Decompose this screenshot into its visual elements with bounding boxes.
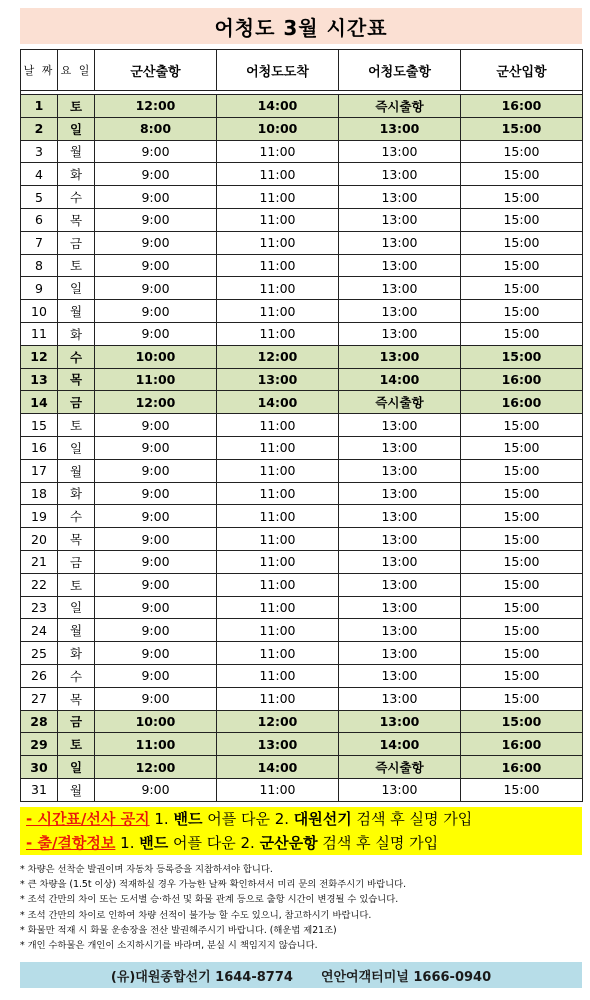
table-row <box>21 414 583 437</box>
cell-gunsan-arrival: 15:00 <box>461 140 583 163</box>
cell-eocheongdo-arrival: 11:00 <box>217 208 339 231</box>
cell-gunsan-departure: 9:00 <box>95 664 217 687</box>
cell-gunsan-departure: 9:00 <box>95 186 217 209</box>
cell-gunsan-arrival: 15:00 <box>461 414 583 437</box>
cell-gunsan-arrival: 15:00 <box>461 573 583 596</box>
table-row <box>21 254 583 277</box>
cell-eocheongdo-departure: 즉시출항 <box>339 95 461 118</box>
contact-footer <box>20 962 582 988</box>
cell-eocheongdo-departure: 13:00 <box>339 710 461 733</box>
cell-gunsan-departure: 9:00 <box>95 642 217 665</box>
cell-gunsan-departure: 9:00 <box>95 436 217 459</box>
table-row <box>21 322 583 345</box>
cell-gunsan-departure: 9:00 <box>95 163 217 186</box>
cell-eocheongdo-departure: 즉시출항 <box>339 391 461 414</box>
cell-eocheongdo-departure: 즉시출항 <box>339 756 461 779</box>
cell-day: 22 <box>21 573 58 596</box>
header-eocheongdo-departure: 어청도출항 <box>339 50 461 91</box>
cell-weekday: 월 <box>58 778 95 801</box>
cell-gunsan-arrival: 15:00 <box>461 231 583 254</box>
cell-gunsan-departure: 9:00 <box>95 687 217 710</box>
cell-day: 27 <box>21 687 58 710</box>
cell-gunsan-departure: 9:00 <box>95 778 217 801</box>
cell-day: 9 <box>21 277 58 300</box>
cell-day: 19 <box>21 505 58 528</box>
cell-eocheongdo-departure: 13:00 <box>339 664 461 687</box>
cell-day: 24 <box>21 619 58 642</box>
cell-gunsan-departure: 9:00 <box>95 300 217 323</box>
table-row <box>21 231 583 254</box>
cell-gunsan-arrival: 15:00 <box>461 345 583 368</box>
table-row <box>21 642 583 665</box>
cell-weekday: 화 <box>58 642 95 665</box>
cell-gunsan-arrival: 16:00 <box>461 368 583 391</box>
contact-company: (유)대원종합선기 1644-8774 <box>110 969 293 985</box>
cell-eocheongdo-departure: 13:00 <box>339 231 461 254</box>
cell-weekday: 수 <box>58 664 95 687</box>
cell-eocheongdo-departure: 13:00 <box>339 277 461 300</box>
table-row <box>21 277 583 300</box>
cell-day: 13 <box>21 368 58 391</box>
cell-weekday: 화 <box>58 163 95 186</box>
cell-gunsan-departure: 9:00 <box>95 596 217 619</box>
table-row <box>21 208 583 231</box>
cell-eocheongdo-departure: 13:00 <box>339 345 461 368</box>
cell-gunsan-departure: 9:00 <box>95 459 217 482</box>
cell-eocheongdo-arrival: 11:00 <box>217 300 339 323</box>
cell-weekday: 토 <box>58 573 95 596</box>
cell-gunsan-arrival: 15:00 <box>461 505 583 528</box>
table-row <box>21 687 583 710</box>
cell-gunsan-departure: 9:00 <box>95 550 217 573</box>
table-row <box>21 368 583 391</box>
cell-gunsan-arrival: 15:00 <box>461 687 583 710</box>
cell-eocheongdo-departure: 13:00 <box>339 528 461 551</box>
cell-gunsan-departure: 11:00 <box>95 733 217 756</box>
cell-eocheongdo-arrival: 11:00 <box>217 687 339 710</box>
cell-eocheongdo-arrival: 11:00 <box>217 619 339 642</box>
table-row <box>21 482 583 505</box>
cell-eocheongdo-arrival: 14:00 <box>217 391 339 414</box>
cell-gunsan-arrival: 15:00 <box>461 664 583 687</box>
cell-gunsan-arrival: 15:00 <box>461 163 583 186</box>
header-weekday: 요 일 <box>58 50 95 91</box>
notes-list <box>20 862 582 953</box>
cell-weekday: 토 <box>58 414 95 437</box>
table-row <box>21 710 583 733</box>
cell-gunsan-arrival: 15:00 <box>461 528 583 551</box>
cell-gunsan-arrival: 15:00 <box>461 300 583 323</box>
cell-eocheongdo-departure: 13:00 <box>339 414 461 437</box>
header-gunsan-arrival: 군산입항 <box>461 50 583 91</box>
cell-eocheongdo-arrival: 11:00 <box>217 505 339 528</box>
cell-day: 5 <box>21 186 58 209</box>
cell-eocheongdo-departure: 13:00 <box>339 436 461 459</box>
cell-day: 6 <box>21 208 58 231</box>
cell-day: 21 <box>21 550 58 573</box>
cell-eocheongdo-departure: 13:00 <box>339 163 461 186</box>
cell-eocheongdo-departure: 14:00 <box>339 368 461 391</box>
cell-eocheongdo-arrival: 11:00 <box>217 414 339 437</box>
table-row <box>21 528 583 551</box>
cell-gunsan-departure: 8:00 <box>95 117 217 140</box>
cell-day: 23 <box>21 596 58 619</box>
cell-gunsan-arrival: 15:00 <box>461 710 583 733</box>
cell-day: 12 <box>21 345 58 368</box>
cell-weekday: 월 <box>58 459 95 482</box>
cell-gunsan-arrival: 16:00 <box>461 95 583 118</box>
table-row <box>21 756 583 779</box>
note-item: * 조석 간만의 차이 또는 도서별 승·하선 및 화물 관계 등으로 출항 시간이 변경될 수 있습니다. <box>20 894 399 906</box>
cell-day: 7 <box>21 231 58 254</box>
cell-eocheongdo-departure: 13:00 <box>339 687 461 710</box>
cell-eocheongdo-departure: 13:00 <box>339 322 461 345</box>
table-row <box>21 550 583 573</box>
table-row <box>21 619 583 642</box>
cell-weekday: 금 <box>58 550 95 573</box>
cell-gunsan-arrival: 15:00 <box>461 482 583 505</box>
table-row <box>21 778 583 801</box>
table-row <box>21 140 583 163</box>
cell-eocheongdo-departure: 13:00 <box>339 208 461 231</box>
cell-weekday: 월 <box>58 619 95 642</box>
cell-gunsan-departure: 10:00 <box>95 345 217 368</box>
cell-eocheongdo-arrival: 13:00 <box>217 733 339 756</box>
cell-day: 18 <box>21 482 58 505</box>
cell-gunsan-departure: 9:00 <box>95 208 217 231</box>
note-item: * 개인 수하물은 개인이 소지하시기를 바라며, 분실 시 책임지지 않습니다. <box>20 940 318 952</box>
cell-eocheongdo-arrival: 13:00 <box>217 368 339 391</box>
table-row <box>21 300 583 323</box>
cell-gunsan-arrival: 16:00 <box>461 733 583 756</box>
cell-eocheongdo-departure: 13:00 <box>339 573 461 596</box>
cell-weekday: 목 <box>58 528 95 551</box>
cell-day: 26 <box>21 664 58 687</box>
table-row <box>21 186 583 209</box>
cell-eocheongdo-arrival: 11:00 <box>217 778 339 801</box>
cell-weekday: 일 <box>58 596 95 619</box>
note-item: * 조석 간만의 차이로 인하여 차량 선적이 불가능 할 수도 있으니, 참고하시기 바랍니다. <box>20 909 372 921</box>
cell-day: 29 <box>21 733 58 756</box>
note-item: * 큰 차량을 (1.5t 이상) 적재하실 경우 가능한 날짜 확인하셔서 미리 문의 전화주시기 바랍니다. <box>20 879 407 891</box>
table-row <box>21 163 583 186</box>
cell-gunsan-arrival: 15:00 <box>461 436 583 459</box>
cell-day: 31 <box>21 778 58 801</box>
table-row <box>21 95 583 118</box>
cell-gunsan-arrival: 15:00 <box>461 186 583 209</box>
cell-gunsan-arrival: 15:00 <box>461 254 583 277</box>
table-row <box>21 459 583 482</box>
cell-gunsan-arrival: 15:00 <box>461 619 583 642</box>
notice-schedule: - 시간표/선사 공지 1. 밴드 어플 다운 2. 대원선기 검색 후 실명 가입 <box>20 807 582 831</box>
cell-eocheongdo-arrival: 10:00 <box>217 117 339 140</box>
cell-eocheongdo-departure: 13:00 <box>339 482 461 505</box>
cell-day: 1 <box>21 95 58 118</box>
cell-eocheongdo-arrival: 11:00 <box>217 573 339 596</box>
schedule-table <box>20 49 583 802</box>
cell-day: 14 <box>21 391 58 414</box>
table-row <box>21 505 583 528</box>
cell-weekday: 일 <box>58 436 95 459</box>
page-title: 어청도 3월 시간표 <box>20 8 582 44</box>
cell-weekday: 수 <box>58 345 95 368</box>
cell-day: 2 <box>21 117 58 140</box>
cell-eocheongdo-departure: 13:00 <box>339 596 461 619</box>
cell-gunsan-departure: 9:00 <box>95 140 217 163</box>
cell-gunsan-departure: 9:00 <box>95 619 217 642</box>
note-item: * 화물만 적재 시 화물 운송장을 전산 발권해주시기 바랍니다. (해운법 제21조) <box>20 924 337 936</box>
cell-eocheongdo-arrival: 12:00 <box>217 710 339 733</box>
table-row <box>21 596 583 619</box>
cell-eocheongdo-arrival: 12:00 <box>217 345 339 368</box>
cell-eocheongdo-arrival: 11:00 <box>217 664 339 687</box>
cell-eocheongdo-arrival: 11:00 <box>217 482 339 505</box>
cell-weekday: 목 <box>58 687 95 710</box>
cell-eocheongdo-departure: 13:00 <box>339 300 461 323</box>
cell-gunsan-departure: 9:00 <box>95 277 217 300</box>
table-row <box>21 391 583 414</box>
cell-gunsan-departure: 9:00 <box>95 322 217 345</box>
header-eocheongdo-arrival: 어청도도착 <box>217 50 339 91</box>
cell-eocheongdo-arrival: 14:00 <box>217 756 339 779</box>
cell-eocheongdo-arrival: 11:00 <box>217 642 339 665</box>
cell-weekday: 일 <box>58 277 95 300</box>
cell-eocheongdo-departure: 13:00 <box>339 505 461 528</box>
cell-gunsan-departure: 9:00 <box>95 414 217 437</box>
cell-gunsan-departure: 10:00 <box>95 710 217 733</box>
cell-day: 17 <box>21 459 58 482</box>
cell-eocheongdo-departure: 13:00 <box>339 778 461 801</box>
cell-eocheongdo-departure: 13:00 <box>339 550 461 573</box>
cell-gunsan-departure: 12:00 <box>95 391 217 414</box>
cell-eocheongdo-departure: 13:00 <box>339 459 461 482</box>
cell-eocheongdo-arrival: 11:00 <box>217 254 339 277</box>
cell-eocheongdo-arrival: 11:00 <box>217 436 339 459</box>
cell-gunsan-arrival: 15:00 <box>461 117 583 140</box>
cell-eocheongdo-departure: 14:00 <box>339 733 461 756</box>
cell-gunsan-departure: 9:00 <box>95 254 217 277</box>
cell-day: 3 <box>21 140 58 163</box>
cell-gunsan-arrival: 15:00 <box>461 322 583 345</box>
cell-day: 25 <box>21 642 58 665</box>
cell-gunsan-arrival: 16:00 <box>461 756 583 779</box>
cell-weekday: 일 <box>58 756 95 779</box>
note-item: * 차량은 선착순 발권이며 자동차 등록증을 지참하셔야 합니다. <box>20 864 273 875</box>
cell-weekday: 목 <box>58 208 95 231</box>
cell-day: 15 <box>21 414 58 437</box>
table-row <box>21 117 583 140</box>
cell-day: 10 <box>21 300 58 323</box>
cell-weekday: 수 <box>58 186 95 209</box>
header-day: 날 짜 <box>21 50 58 91</box>
cell-weekday: 목 <box>58 368 95 391</box>
cell-weekday: 수 <box>58 505 95 528</box>
cell-weekday: 화 <box>58 482 95 505</box>
cell-eocheongdo-arrival: 11:00 <box>217 550 339 573</box>
cell-eocheongdo-departure: 13:00 <box>339 642 461 665</box>
cell-weekday: 금 <box>58 231 95 254</box>
cell-weekday: 토 <box>58 95 95 118</box>
cell-gunsan-arrival: 15:00 <box>461 277 583 300</box>
table-row <box>21 573 583 596</box>
cell-gunsan-arrival: 16:00 <box>461 391 583 414</box>
cell-weekday: 월 <box>58 140 95 163</box>
cell-eocheongdo-departure: 13:00 <box>339 117 461 140</box>
header-gunsan-departure: 군산출항 <box>95 50 217 91</box>
cell-eocheongdo-arrival: 11:00 <box>217 140 339 163</box>
cell-gunsan-departure: 9:00 <box>95 505 217 528</box>
cell-eocheongdo-arrival: 11:00 <box>217 322 339 345</box>
cell-gunsan-departure: 9:00 <box>95 528 217 551</box>
cell-gunsan-arrival: 15:00 <box>461 550 583 573</box>
cell-eocheongdo-departure: 13:00 <box>339 140 461 163</box>
cell-gunsan-arrival: 15:00 <box>461 208 583 231</box>
cell-gunsan-departure: 12:00 <box>95 95 217 118</box>
cell-eocheongdo-arrival: 11:00 <box>217 277 339 300</box>
table-header-row <box>21 50 583 91</box>
cell-day: 8 <box>21 254 58 277</box>
cell-eocheongdo-departure: 13:00 <box>339 186 461 209</box>
cell-eocheongdo-arrival: 11:00 <box>217 528 339 551</box>
cell-eocheongdo-arrival: 14:00 <box>217 95 339 118</box>
cell-gunsan-arrival: 15:00 <box>461 642 583 665</box>
cell-day: 4 <box>21 163 58 186</box>
cell-gunsan-departure: 11:00 <box>95 368 217 391</box>
cell-weekday: 월 <box>58 300 95 323</box>
cell-gunsan-arrival: 15:00 <box>461 596 583 619</box>
cell-weekday: 화 <box>58 322 95 345</box>
cell-eocheongdo-arrival: 11:00 <box>217 231 339 254</box>
cell-weekday: 토 <box>58 254 95 277</box>
table-row <box>21 436 583 459</box>
cell-day: 28 <box>21 710 58 733</box>
cell-eocheongdo-arrival: 11:00 <box>217 459 339 482</box>
cell-gunsan-departure: 9:00 <box>95 482 217 505</box>
cell-gunsan-departure: 9:00 <box>95 231 217 254</box>
cell-eocheongdo-arrival: 11:00 <box>217 186 339 209</box>
cell-gunsan-departure: 12:00 <box>95 756 217 779</box>
contact-terminal: 연안여객터미널 1666-0940 <box>320 969 492 985</box>
cell-weekday: 토 <box>58 733 95 756</box>
cell-eocheongdo-departure: 13:00 <box>339 254 461 277</box>
table-row <box>21 345 583 368</box>
cell-eocheongdo-departure: 13:00 <box>339 619 461 642</box>
cell-day: 11 <box>21 322 58 345</box>
cell-eocheongdo-arrival: 11:00 <box>217 163 339 186</box>
table-row <box>21 733 583 756</box>
cell-gunsan-departure: 9:00 <box>95 573 217 596</box>
cell-eocheongdo-arrival: 11:00 <box>217 596 339 619</box>
cell-weekday: 금 <box>58 710 95 733</box>
cell-day: 20 <box>21 528 58 551</box>
cell-weekday: 금 <box>58 391 95 414</box>
cell-weekday: 일 <box>58 117 95 140</box>
table-row <box>21 664 583 687</box>
notice-operation: - 출/결항정보 1. 밴드 어플 다운 2. 군산운항 검색 후 실명 가입 <box>20 831 582 855</box>
cell-day: 30 <box>21 756 58 779</box>
cell-day: 16 <box>21 436 58 459</box>
cell-gunsan-arrival: 15:00 <box>461 778 583 801</box>
cell-gunsan-arrival: 15:00 <box>461 459 583 482</box>
